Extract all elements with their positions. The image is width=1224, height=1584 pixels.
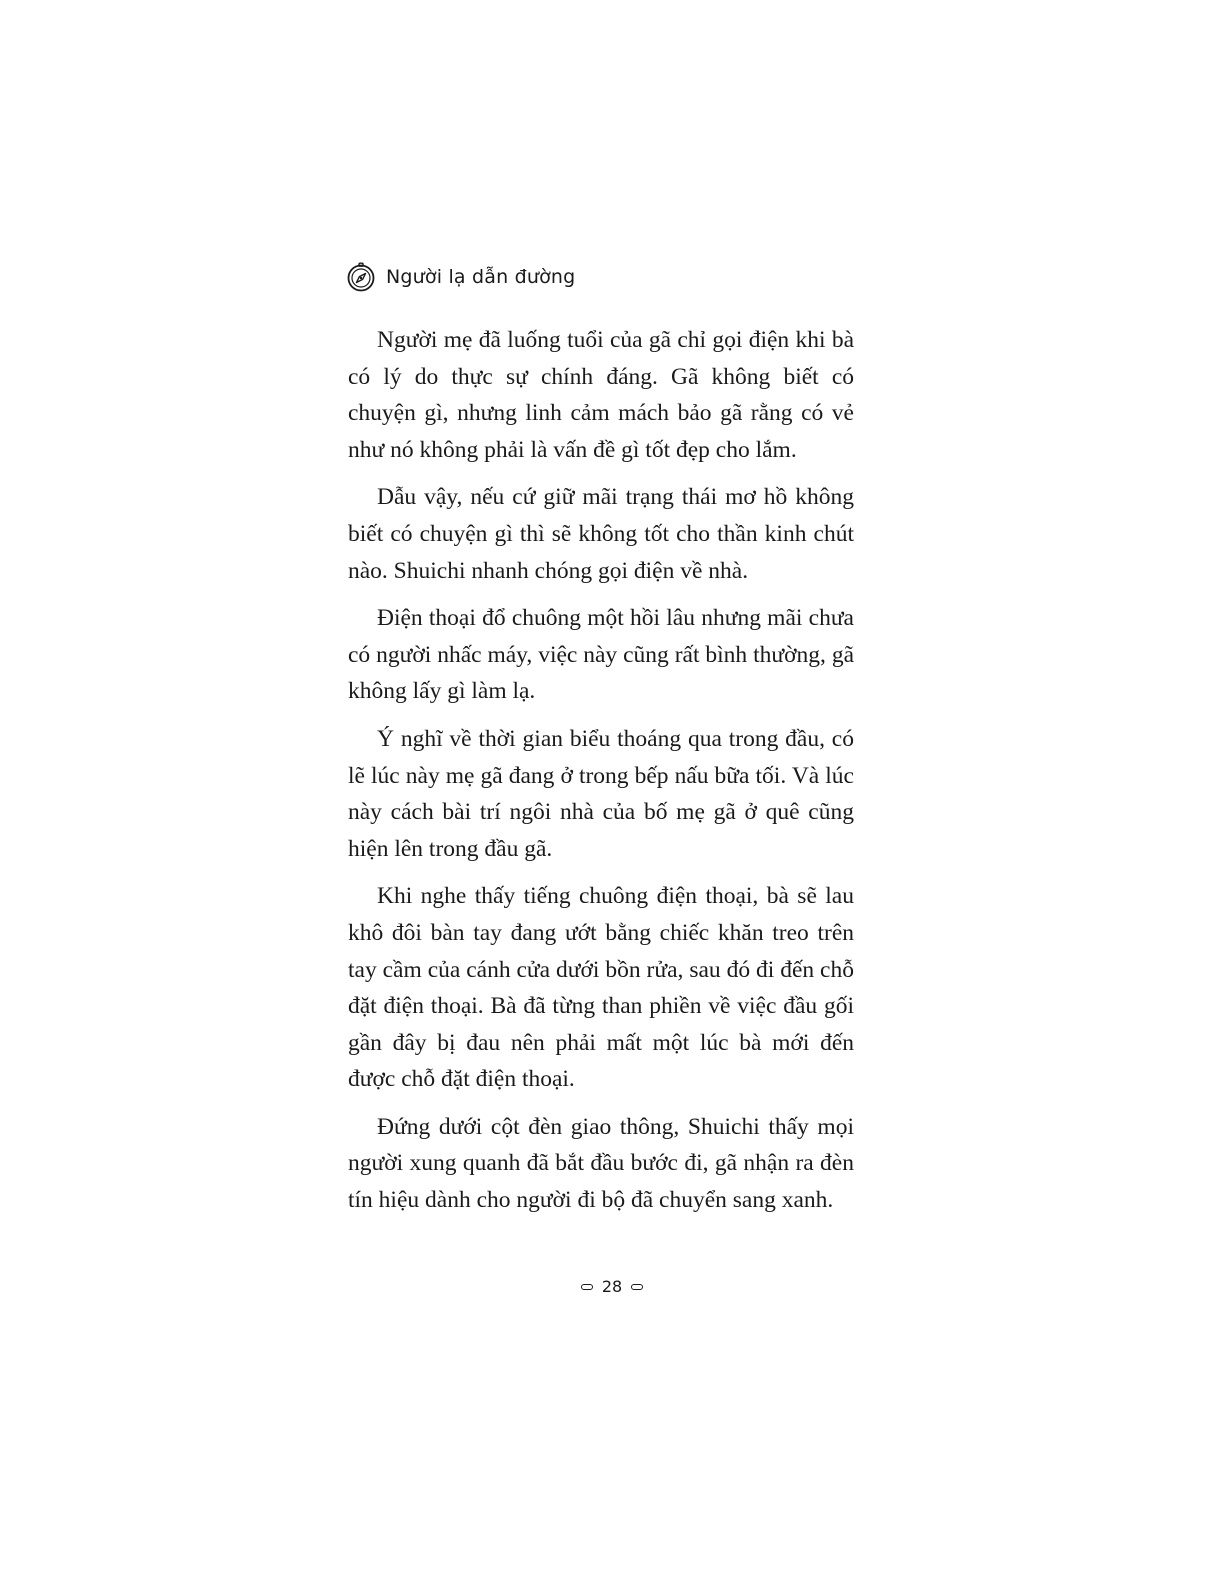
body-text xyxy=(348,322,854,1230)
paragraph: Người mẹ đã luống tuổi của gã chỉ gọi điện khi bà có lý do thực sự chính đáng. Gã không biết có chuyện gì, nhưng linh cảm mách bảo gã rằng có vẻ như nó không phải là vấn đề gì tốt đẹp cho lắm. xyxy=(348,327,854,463)
running-header-title: Người lạ dẫn đường xyxy=(386,266,576,288)
folio-ornament-right xyxy=(631,1284,643,1290)
page-footer xyxy=(0,1277,1224,1296)
paragraph: Đứng dưới cột đèn giao thông, Shuichi thấy mọi người xung quanh đã bắt đầu bước đi, gã nhận ra đèn tín hiệu dành cho người đi bộ đã chuyển sang xanh. xyxy=(348,1113,854,1214)
running-header xyxy=(346,262,575,292)
paragraph: Dẫu vậy, nếu cứ giữ mãi trạng thái mơ hồ không biết có chuyện gì thì sẽ không tốt cho thần kinh chút nào. Shuichi nhanh chóng gọi điện về nhà. xyxy=(348,484,854,584)
paragraph: Điện thoại đổ chuông một hồi lâu nhưng mãi chưa có người nhấc máy, việc này cũng rất bình thường, gã không lấy gì làm lạ. xyxy=(348,605,854,705)
page-number: 28 xyxy=(601,1277,623,1296)
compass-icon xyxy=(346,262,376,292)
paragraph: Khi nghe thấy tiếng chuông điện thoại, bà sẽ lau khô đôi bàn tay đang ướt bằng chiếc khăn treo trên tay cầm của cánh cửa dưới bồn rửa, sau đó đi đến chỗ đặt điện thoại. Bà đã từng than phiền về việc đầu gối gần đây bị đau nên phải mất một lúc bà mới đến được chỗ đặt điện thoại. xyxy=(348,883,854,1093)
paragraph: Ý nghĩ về thời gian biểu thoáng qua trong đầu, có lẽ lúc này mẹ gã đang ở trong bếp nấu bữa tối. Và lúc này cách bài trí ngôi nhà của bố mẹ gã ở quê cũng hiện lên trong đầu gã. xyxy=(348,725,854,862)
folio-ornament-left xyxy=(581,1284,593,1290)
